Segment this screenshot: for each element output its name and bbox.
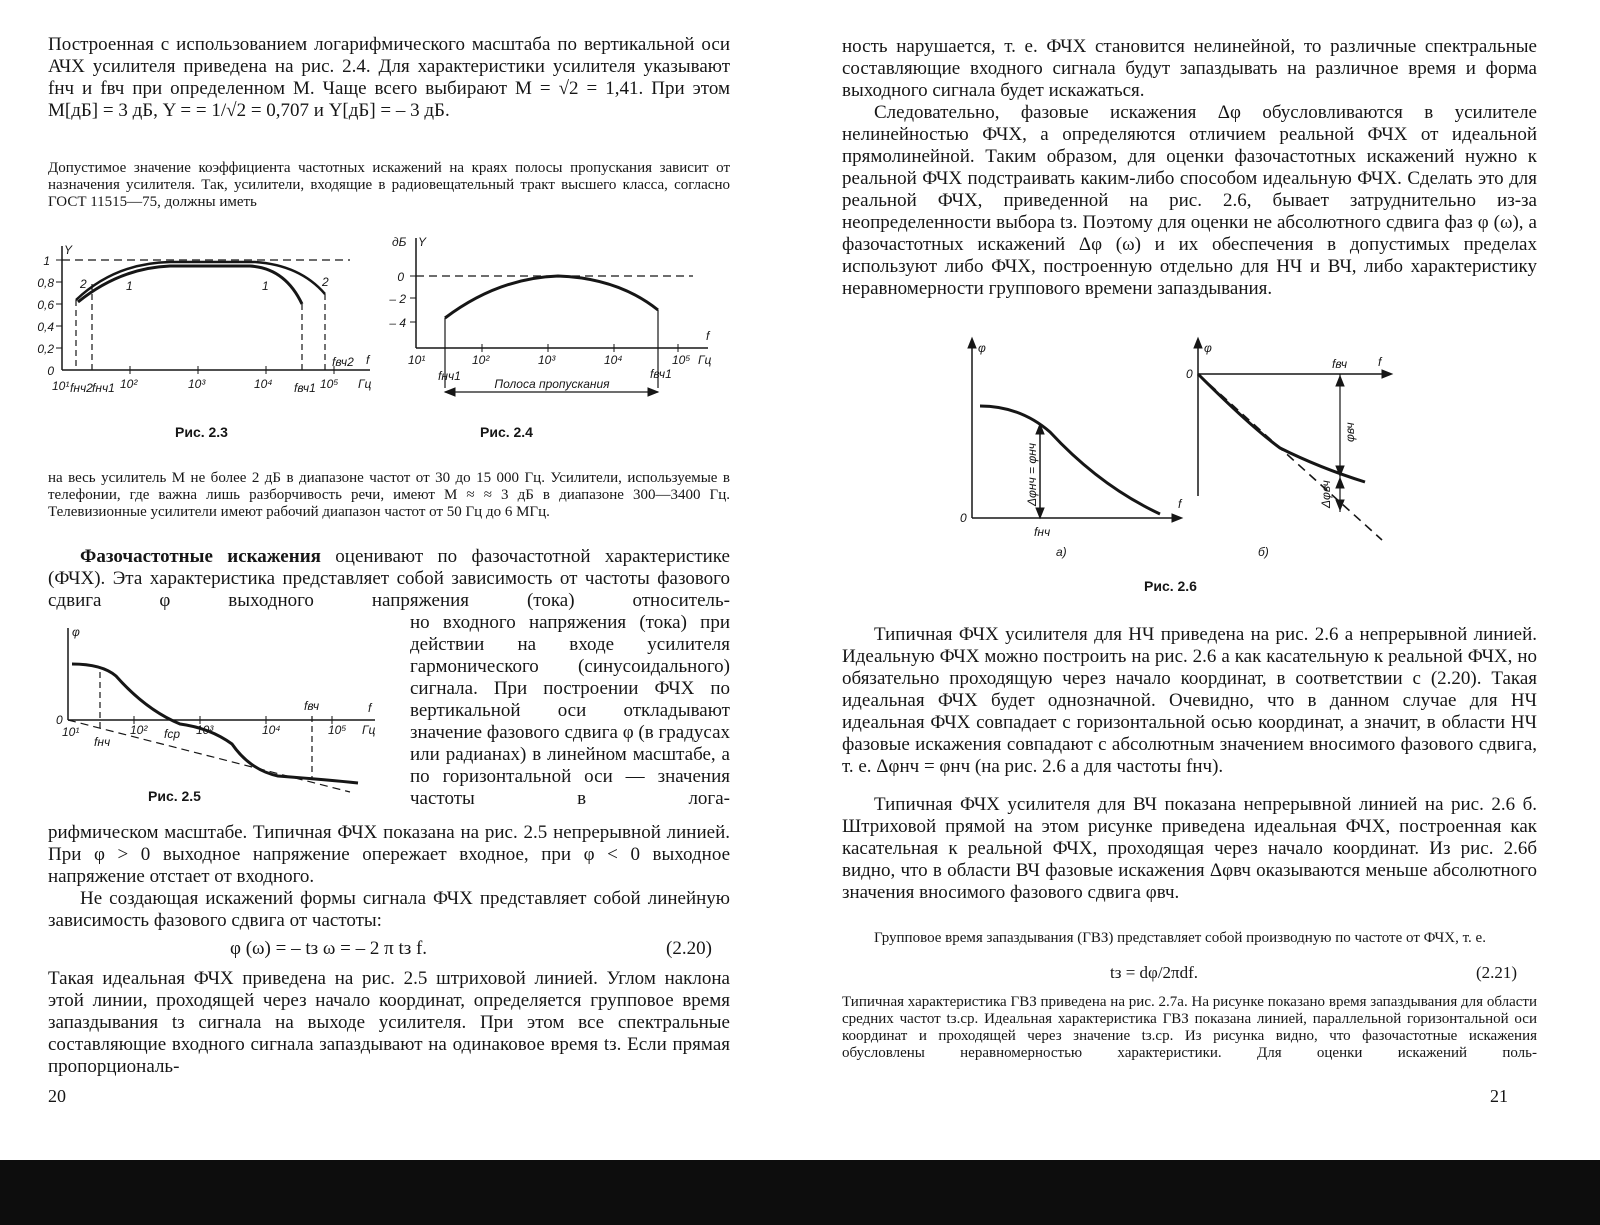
formula-number-2-20: (2.20) bbox=[666, 938, 712, 959]
fig26b-origin: 0 bbox=[1186, 367, 1193, 381]
left-page bbox=[0, 0, 800, 1160]
fig26a-marker: fнч bbox=[1034, 525, 1051, 539]
fig25-caption: Рис. 2.5 bbox=[148, 788, 201, 804]
fig24-y-tick: – 2 bbox=[389, 292, 406, 306]
figure-2-4 bbox=[388, 232, 728, 402]
formula-number-2-21: (2.21) bbox=[1476, 963, 1518, 982]
fig23-x-axis-label: f bbox=[366, 353, 370, 367]
fig23-x-tick: 10⁴ bbox=[254, 377, 273, 391]
right-page bbox=[800, 0, 1600, 1160]
right-para-4: Типичная ФЧХ усилителя для ВЧ показана непрерывной линией на рис. 2.6 б. Штриховой прямой на этом рисунке приведена идеальная ФЧХ, построенная как касательная к реальной ФЧХ, проходящая через начало координат. Из рис. 2.6б видно, что в области ВЧ фазовые искажения Δφвч оказываются меньше абсолютного значения вносимого фазового сдвига φвч. bbox=[842, 794, 1537, 903]
fig24-x-tick: 10⁴ bbox=[604, 353, 623, 367]
fig23-x-label: fвч2 bbox=[332, 355, 354, 369]
fig24-x-tick: 10¹ bbox=[408, 353, 426, 367]
fig25-x-tick: 10³ bbox=[196, 723, 214, 737]
term-phase-distortion: Фазочастотные искажения bbox=[80, 546, 321, 567]
page-number-left: 20 bbox=[48, 1086, 66, 1106]
left-para-2-end: рифмическом масштабе. Типичная ФЧХ показана на рис. 2.5 непрерывной линией. При φ > 0 выходное напряжение опережает входное, при φ < 0 выходное напряжение отстает от входного. bbox=[48, 822, 730, 887]
left-para-1: Построенная с использованием логарифмического масштаба по вертикальной оси АЧХ усилителя приведена на рис. 2.4. Для характеристики усилителя указывают fнч и fвч при определенном M. Чаще всего выбирают M = √2 = 1,41. При этом M[дБ] = 3 дБ, Y = = 1/√2 = 0,707 и Y[дБ] = – 3 дБ. bbox=[48, 34, 730, 121]
fig24-y-unit: дБ bbox=[392, 235, 407, 249]
fig26b-marker: fвч bbox=[1332, 357, 1348, 371]
right-para-1: ность нарушается, т. е. ФЧХ становится нелинейной, то различные спектральные составляющие входного сигнала будут запаздывать на различное время и форма выходного сигнала будет искажаться. bbox=[842, 36, 1537, 101]
figure-2-6 bbox=[950, 336, 1400, 576]
fig24-x-unit: Гц bbox=[698, 353, 712, 367]
fig24-caption: Рис. 2.4 bbox=[480, 424, 533, 440]
left-para-2-text: оценивают по фазочастотной характеристике (ФЧХ). Эта характеристика представляет собой зависимость от частоты фазового сдвига φ выходного напряжения (тока) относитель- bbox=[48, 546, 730, 611]
formula-2-21: tз = dφ/2πdf. bbox=[1110, 963, 1199, 982]
fig24-x-label: fвч1 bbox=[650, 367, 672, 381]
fig24-x-axis-label: f bbox=[706, 329, 710, 343]
fig24-x-tick: 10³ bbox=[538, 353, 556, 367]
fig23-caption: Рис. 2.3 bbox=[175, 424, 228, 440]
fig23-x-unit: Гц bbox=[358, 377, 372, 391]
fig23-x-label: fвч1 bbox=[294, 381, 316, 395]
fig23-curve-label: 2 bbox=[80, 277, 87, 291]
fig24-x-tick: 10² bbox=[472, 353, 490, 367]
fig23-y-tick: 0,8 bbox=[37, 276, 54, 290]
fig26-panel-b-label: б) bbox=[1258, 545, 1269, 559]
fig23-x-tick: 10⁵ bbox=[320, 377, 339, 391]
fig23-curve-label: 1 bbox=[126, 279, 133, 293]
fig23-x-tick: 10³ bbox=[188, 377, 206, 391]
fig26a-y-axis-label: φ bbox=[978, 341, 986, 355]
page-number-right: 21 bbox=[1490, 1086, 1508, 1106]
fig25-x-tick: 10⁴ bbox=[262, 723, 281, 737]
fig26b-x-axis-label: f bbox=[1378, 355, 1382, 369]
fig25-x-axis-label: f bbox=[368, 701, 372, 715]
fig23-curve-label: 2 bbox=[322, 275, 329, 289]
fig25-x-label: fнч bbox=[94, 735, 111, 749]
fig26b-vertical-label-2: Δφвч bbox=[1319, 480, 1333, 508]
fig26a-origin: 0 bbox=[960, 511, 967, 525]
fig25-x-tick: 10¹ bbox=[62, 725, 80, 739]
figure-2-5 bbox=[50, 620, 390, 820]
fig23-y-axis-label: Y bbox=[64, 243, 73, 257]
right-para-3: Типичная ФЧХ усилителя для НЧ приведена на рис. 2.6 а непрерывной линией. Идеальную ФЧХ можно построить на рис. 2.6 а как касательную к реальной ФЧХ, но обязательно проходящую через начало координат, в соответствии с (2.20). Такая идеальная ФЧХ будет однозначной. Очевидно, что в данном случае для НЧ идеальная ФЧХ совпадает с горизонтальной осью координат, а значит, в области НЧ фазовые искажения совпадают с абсолютным значением вносимого фазового сдвига, т. е. Δφнч = φнч (на рис. 2.6 а для частоты fнч). bbox=[842, 624, 1537, 777]
left-small-text-2: на весь усилитель M не более 2 дБ в диапазоне частот от 30 до 15 000 Гц. Усилители, используемые в телефонии, где важна лишь разборчивость речи, имеют M ≈ ≈ 3 дБ в диапазоне 300—3400 Гц. Телевизионные усилители имеют рабочий диапазон частот от 50 Гц до 6 МГц. bbox=[48, 470, 730, 520]
fig26-caption: Рис. 2.6 bbox=[1144, 578, 1197, 594]
fig24-x-label: fнч1 bbox=[438, 369, 461, 383]
fig26a-vertical-label: Δφнч = φнч bbox=[1025, 442, 1039, 506]
fig23-y-tick: 1 bbox=[43, 254, 50, 268]
fig26-panel-a-label: а) bbox=[1056, 545, 1067, 559]
fig23-y-tick: 0 bbox=[47, 364, 54, 378]
fig25-origin: 0 bbox=[56, 713, 63, 727]
fig23-x-label: fнч2 bbox=[70, 381, 93, 395]
right-small-text-1: Групповое время запаздывания (ГВЗ) представляет собой производную по частоте от ФЧХ, т. е. bbox=[874, 930, 1486, 946]
scan-bottom-band bbox=[0, 1160, 1600, 1225]
left-small-text-1: Допустимое значение коэффициента частотных искажений на краях полосы пропускания зависит от назначения усилителя. Так, усилители, входящие в радиовещательный тракт высшего класса, согласно ГОСТ 11515—75, должны иметь bbox=[48, 160, 730, 210]
left-para-3: Не создающая искажений формы сигнала ФЧХ представляет собой линейную зависимость фазового сдвига от частоты: bbox=[48, 888, 730, 931]
fig24-y-tick: – 4 bbox=[389, 316, 406, 330]
fig25-x-label: fвч bbox=[304, 699, 320, 713]
fig25-x-unit: Гц bbox=[362, 723, 376, 737]
right-para-2: Следовательно, фазовые искажения Δφ обусловливаются в усилителе нелинейностью ФЧХ, а определяются отличием реальной ФЧХ от идеальной прямолинейной. Таким образом, для оценки фазочастотных искажений нужно к реальной ФЧХ подстраивать каким-либо способом идеальную ФЧХ. Сделать это для реальной ФЧХ, приведенной на рис. 2.6, бывает затруднительно из-за неопределенности выбора tз. Поэтому для оценки не абсолютного сдвига фаз φ (ω), а фазочастотных искажений Δφ (ω) и их обеспечения в допустимых пределах используют либо ФЧХ, построенную отдельно для НЧ и ВЧ, либо характеристику неравномерности группового времени запаздывания. bbox=[842, 102, 1537, 299]
left-para-2 bbox=[48, 546, 730, 612]
fig25-x-label: fср bbox=[164, 727, 181, 741]
fig26a-x-axis-label: f bbox=[1178, 497, 1182, 511]
fig23-y-tick: 0,2 bbox=[37, 342, 54, 356]
right-small-text-2: Типичная характеристика ГВЗ приведена на рис. 2.7а. На рисунке показано время запаздывания для области средних частот tз.ср. Идеальная характеристика ГВЗ показана линией, параллельной горизонтальной оси координат и проходящей через значение tз.ср. Из рисунка видно, что фазочастотные искажения обусловлены неравномерностью характеристики. Для оценки искажений поль- bbox=[842, 994, 1537, 1061]
left-para-4: Такая идеальная ФЧХ приведена на рис. 2.5 штриховой линией. Углом наклона этой линии, проходящей через начало координат, определяется групповое время запаздывания tз сигнала на выходе усилителя. При этом все спектральные составляющие входного сигнала запаздывают на одинаковое время tз. Если прямая пропорциональ- bbox=[48, 968, 730, 1077]
fig23-y-tick: 0,4 bbox=[37, 320, 54, 334]
fig24-y-axis-label: Y bbox=[418, 235, 427, 249]
left-para-2-wrap: но входного напряжения (тока) при действии на входе усилителя гармонического (синусоидального) сигнала. При построении ФЧХ по вертикальной оси откладывают значение фазового сдвига φ (в градусах или радианах) в линейном масштабе, а по горизонтальной оси — значения частоты в лога- bbox=[410, 612, 730, 809]
fig24-x-tick: 10⁵ bbox=[672, 353, 691, 367]
fig24-band-label: Полоса пропускания bbox=[494, 377, 610, 391]
formula-2-20: φ (ω) = – tз ω = – 2 π tз f. bbox=[230, 938, 428, 959]
fig25-x-tick: 10⁵ bbox=[328, 723, 347, 737]
fig25-y-axis-label: φ bbox=[72, 625, 80, 639]
fig24-y-tick: 0 bbox=[397, 270, 404, 284]
fig23-x-tick: 10¹ bbox=[52, 379, 70, 393]
fig26b-vertical-label-1: φвч bbox=[1343, 422, 1357, 442]
fig26b-y-axis-label: φ bbox=[1204, 341, 1212, 355]
fig23-curve-label: 1 bbox=[262, 279, 269, 293]
fig23-y-tick: 0,6 bbox=[37, 298, 54, 312]
fig25-x-tick: 10² bbox=[130, 723, 148, 737]
fig23-x-label: fнч1 bbox=[92, 381, 115, 395]
fig23-x-tick: 10² bbox=[120, 377, 138, 391]
figure-2-3 bbox=[37, 238, 380, 408]
